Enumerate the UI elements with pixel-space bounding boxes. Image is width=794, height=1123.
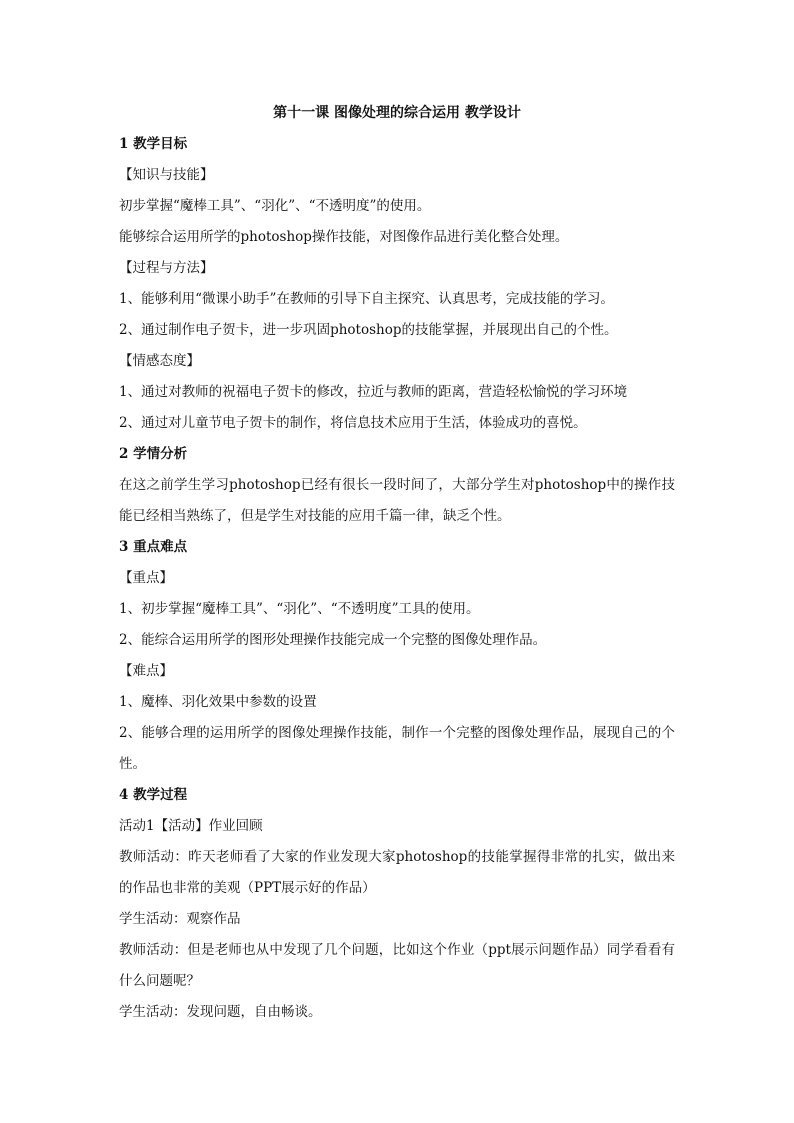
- knowledge-item-2: 能够综合运用所学的photoshop操作技能，对图像作品进行美化整合处理。: [119, 229, 569, 245]
- teacher-activity-2: 教师活动：但是老师也从中发现了几个问题，比如这个作业（ppt展示问题作品）同学看看有什么问题呢？: [119, 942, 675, 989]
- section-heading-teaching-process: 4 教学过程: [119, 787, 188, 803]
- label-emotion-attitude: 【情感态度】: [119, 353, 200, 369]
- teacher-activity-1: 教师活动：昨天老师看了大家的作业发现大家photoshop的技能掌握得非常的扎实，做出来的作品也非常的美观（PPT展示好的作品）: [119, 849, 675, 896]
- section-heading-learner-analysis: 2 学情分析: [119, 446, 188, 462]
- label-knowledge-skills: 【知识与技能】: [119, 167, 214, 183]
- emotion-item-2: 2、通过对儿童节电子贺卡的制作，将信息技术应用于生活，体验成功的喜悦。: [119, 415, 587, 431]
- label-process-methods: 【过程与方法】: [119, 260, 214, 276]
- student-activity-1: 学生活动：观察作品: [119, 911, 241, 927]
- emotion-item-1: 1、通过对教师的祝福电子贺卡的修改，拉近与教师的距离，营造轻松愉悦的学习环境: [119, 384, 628, 400]
- learner-analysis-paragraph: 在这之前学生学习photoshop已经有很长一段时间了，大部分学生对photoshop中的操作技能已经相当熟练了，但是学生对技能的应用千篇一律，缺乏个性。: [119, 477, 675, 524]
- process-item-1: 1、能够利用“微课小助手”在教师的引导下自主探究、认真思考，完成技能的学习。: [119, 291, 614, 307]
- key-point-1: 1、初步掌握“魔棒工具”、“羽化”、“不透明度”工具的使用。: [119, 601, 480, 617]
- student-activity-2: 学生活动：发现问题，自由畅谈。: [119, 1004, 322, 1020]
- section-heading-objectives: 1 教学目标: [119, 136, 188, 152]
- process-item-2: 2、通过制作电子贺卡，进一步巩固photoshop的技能掌握，并展现出自己的个性。: [119, 322, 618, 338]
- label-key-points: 【重点】: [119, 570, 173, 586]
- document-body: [119, 129, 675, 1028]
- document-title: 第十一课 图像处理的综合运用 教学设计: [273, 105, 521, 121]
- section-heading-key-difficult-points: 3 重点难点: [119, 539, 188, 555]
- label-difficult-points: 【难点】: [119, 663, 173, 679]
- difficult-point-2: 2、能够合理的运用所学的图像处理操作技能，制作一个完整的图像处理作品，展现自己的个性。: [119, 725, 675, 772]
- activity-title: 活动1【活动】作业回顾: [119, 818, 263, 834]
- knowledge-item-1: 初步掌握“魔棒工具”、“羽化”、“不透明度”的使用。: [119, 198, 431, 214]
- difficult-point-1: 1、魔棒、羽化效果中参数的设置: [119, 694, 317, 710]
- key-point-2: 2、能综合运用所学的图形处理操作技能完成一个完整的图像处理作品。: [119, 632, 547, 648]
